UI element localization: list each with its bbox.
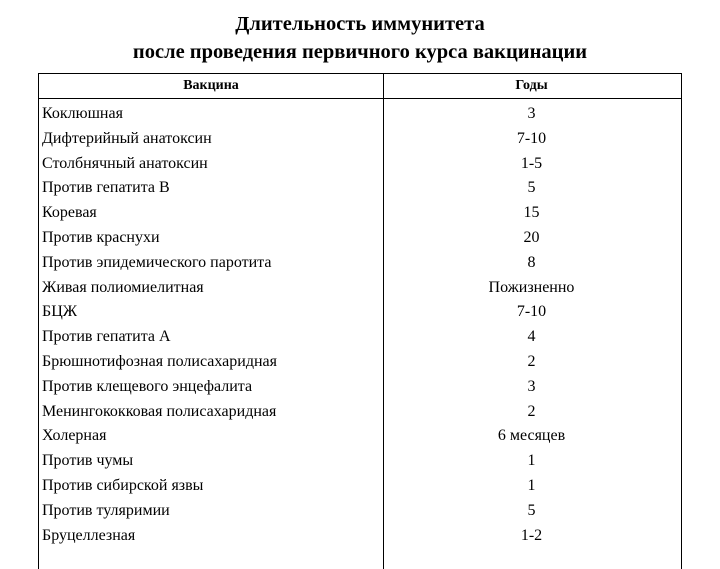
header-vaccine: Вакцина: [39, 74, 384, 98]
years-cell: 1-2: [520, 526, 543, 544]
vaccine-cell: Против гепатита А: [42, 328, 171, 346]
years-cell: 15: [523, 204, 540, 222]
table-body: [39, 99, 681, 569]
vaccine-cell: БЦЖ: [42, 303, 78, 321]
years-cell: 1: [527, 452, 536, 470]
years-cell: 2: [527, 352, 536, 370]
vaccine-cell: Живая полиомиелитная: [42, 278, 204, 296]
vaccine-cell: Против клещевого энцефалита: [42, 377, 253, 395]
years-cell: 20: [523, 228, 540, 246]
vaccine-cell: Коревая: [42, 204, 97, 222]
years-cell: 1: [527, 476, 536, 494]
years-cell: 6 месяцев: [497, 427, 566, 445]
years-cell: 4: [527, 328, 536, 346]
years-cell: 5: [527, 501, 536, 519]
years-cell: 5: [527, 179, 536, 197]
vaccine-cell: Дифтерийный анатоксин: [42, 129, 212, 147]
years-column: [384, 99, 679, 569]
vaccine-column: [39, 99, 384, 569]
years-cell: 8: [527, 253, 536, 271]
years-cell: 3: [527, 377, 536, 395]
years-cell: 3: [527, 105, 536, 122]
vaccine-cell: Против эпидемического паротита: [42, 253, 272, 271]
vaccine-cell: Брюшнотифозная полисахаридная: [42, 352, 277, 370]
title-line-1: Длительность иммунитета: [235, 13, 485, 35]
vaccine-cell: Против туляримии: [42, 501, 170, 519]
vaccine-cell: Менингококковая полисахаридная: [42, 402, 277, 420]
title-line-2: после проведения первичного курса вакцинации: [132, 41, 588, 63]
vaccine-cell: Бруцеллезная: [42, 526, 136, 544]
vaccine-cell: Против краснухи: [42, 228, 160, 246]
years-cell: 1-5: [520, 154, 543, 172]
header-years: Годы: [515, 78, 548, 93]
table-header-row: [39, 74, 681, 99]
vaccine-cell: Столбнячный анатоксин: [42, 154, 208, 172]
years-cell: 7-10: [516, 129, 547, 147]
vaccine-cell: Против сибирской язвы: [42, 476, 204, 494]
years-cell: Пожизненно: [488, 278, 575, 296]
vaccine-cell: Против чумы: [42, 452, 134, 470]
vaccine-cell: Холерная: [42, 427, 107, 445]
years-cell: 2: [527, 402, 536, 420]
years-cell: 7-10: [516, 303, 547, 321]
immunity-duration-table: [38, 73, 682, 569]
page-title: [0, 10, 720, 66]
vaccine-cell: Против гепатита В: [42, 179, 170, 197]
vaccine-cell: Коклюшная: [42, 105, 123, 122]
